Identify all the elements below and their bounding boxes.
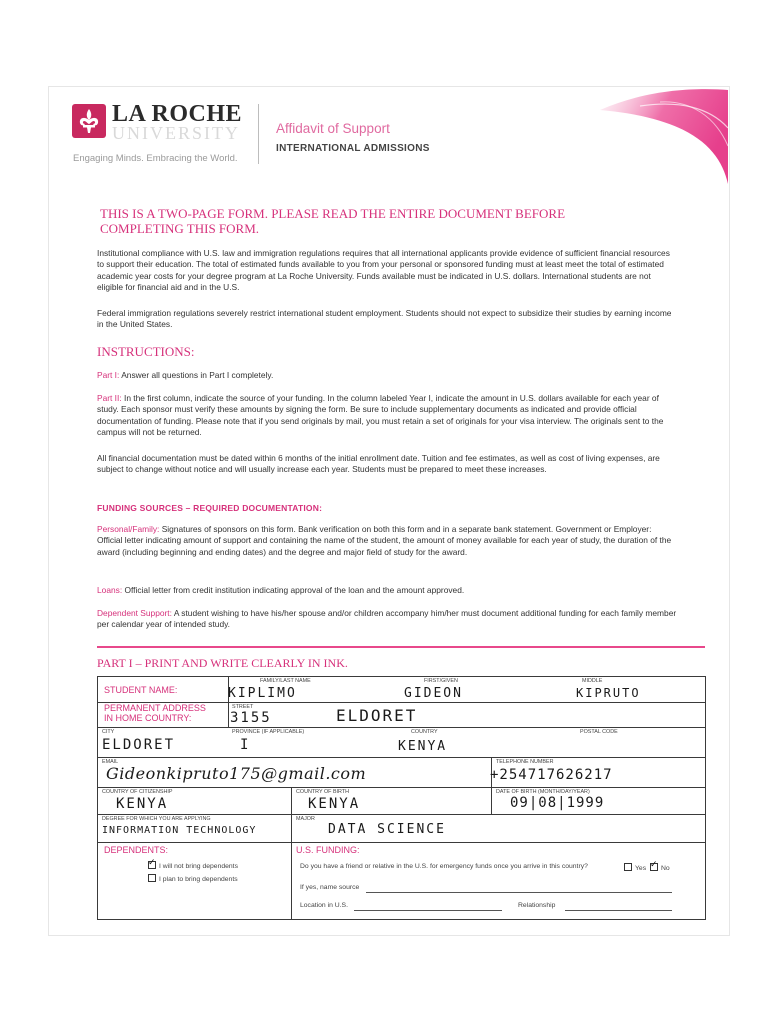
personal-text: Signatures of sponsors on this form. Bank verification on both this form and in a separate bank statement. Government or Employer: Official letter indicating amount of support and containing the name of the student, the amount of money available for each year of study, the duration of the award (including beginning and ending dates) and the degree and major field of study for the award. [97, 524, 672, 557]
country-caption: COUNTRY [411, 729, 438, 735]
part1-heading: PART I – PRINT AND WRITE CLEARLY IN INK. [97, 656, 348, 670]
funding-heading: FUNDING SOURCES – REQUIRED DOCUMENTATION: [97, 503, 323, 513]
telephone-caption: TELEPHONE NUMBER [496, 759, 554, 765]
us-funding-question: Do you have a friend or relative in the U.S. for emergency funds once you arrive in this country? [300, 863, 588, 870]
email-field[interactable]: Gideonkipruto175@gmail.com [106, 764, 367, 783]
instructions-heading: INSTRUCTIONS: [97, 344, 195, 359]
permanent-address-label: PERMANENT ADDRESS [104, 703, 206, 713]
personal-label: Personal/Family: [97, 524, 160, 534]
no-label: No [661, 865, 670, 872]
part2-text: In the first column, indicate the source of your funding. In the column labeled Year I, indicate the amount in U.S. dollars available for each year of study. Each sponsor must verify these amounts by signing the form. Be sure to include supplementary documents as indicated and provide official documentation of funding. Please note that if you send originals by mail, you must retain a set of originals for your visa interview. The originals sent to the campus will not be returned. [97, 393, 664, 438]
first-name-field[interactable]: GIDEON [404, 686, 463, 701]
street-field[interactable]: ELDORET [336, 706, 418, 725]
logo-name: LA ROCHE [112, 101, 243, 127]
email-caption: EMAIL [102, 759, 119, 765]
yes-checkbox[interactable] [624, 863, 632, 871]
logo-university: UNIVERSITY [112, 123, 240, 143]
header-divider [258, 104, 259, 164]
citizenship-caption: COUNTRY OF CITIZENSHIP [102, 789, 173, 795]
fleur-de-lis-logo-icon [72, 104, 106, 138]
part1-form [97, 676, 706, 920]
yes-option[interactable] [624, 863, 646, 872]
country-field[interactable]: KENYA [398, 739, 448, 754]
city-field[interactable]: ELDORET [102, 737, 176, 753]
province-field[interactable]: I [240, 737, 251, 753]
form-subtitle: INTERNATIONAL ADMISSIONS [276, 143, 430, 154]
loans-text: Official letter from credit institution indicating approval of the loan and the amount approved. [122, 585, 465, 595]
funding-dependent [97, 608, 677, 631]
loans-label: Loans: [97, 585, 123, 595]
name-source-line[interactable] [366, 892, 672, 893]
degree-caption: DEGREE FOR WHICH YOU ARE APPLYING [102, 816, 211, 822]
instruction-part1 [97, 370, 677, 381]
country-birth-caption: COUNTRY OF BIRTH [296, 789, 350, 795]
us-funding-label: U.S. FUNDING: [296, 845, 360, 855]
corner-swoosh-graphic [580, 88, 728, 184]
part2-label: Part II: [97, 393, 122, 403]
tagline: Engaging Minds. Embracing the World. [73, 153, 238, 164]
bring-dependents-label: I plan to bring dependents [159, 876, 238, 883]
middle-caption: MIDDLE [582, 678, 603, 684]
no-option[interactable] [650, 863, 670, 872]
part1-text: Answer all questions in Part I completely. [119, 370, 274, 380]
location-label: Location in U.S. [300, 902, 348, 909]
relationship-line[interactable] [565, 910, 672, 911]
street-caption: STREET [232, 704, 254, 710]
instruction-part2 [97, 393, 677, 439]
major-caption: MAJOR [296, 816, 315, 822]
family-name-field[interactable]: KIPLIMO [228, 686, 297, 701]
intro-paragraph-2: Federal immigration regulations severely restrict international student employment. Students should not expect to subsidize their studies by earning income in the United States. [97, 308, 672, 330]
form-title: Affidavit of Support [276, 121, 390, 136]
yes-label: Yes [635, 865, 647, 872]
funding-personal [97, 524, 677, 558]
citizenship-field[interactable]: KENYA [116, 796, 169, 812]
student-name-label: STUDENT NAME: [104, 685, 178, 695]
telephone-field[interactable]: +254717626217 [490, 767, 613, 783]
first-name-caption: FIRST/GIVEN [424, 678, 458, 684]
two-page-notice: THIS IS A TWO-PAGE FORM. PLEASE READ THE ENTIRE DOCUMENT BEFORE COMPLETING THIS FORM. [100, 206, 566, 236]
family-name-caption: FAMILY/LAST NAME [260, 678, 311, 684]
middle-name-field[interactable]: KIPRUTO [576, 686, 641, 700]
dependents-label: DEPENDENTS: [104, 845, 169, 855]
dependents-option-2[interactable] [148, 874, 238, 883]
dob-caption: DATE OF BIRTH (MONTH/DAY/YEAR) [496, 789, 590, 795]
postal-code-caption: POSTAL CODE [580, 729, 618, 735]
dependent-text: A student wishing to have his/her spouse and/or children accompany him/her must document additional funding for each family member per calendar year of intended study. [97, 608, 677, 630]
funding-loans [97, 585, 677, 596]
dependents-option-1[interactable] [148, 861, 238, 870]
no-dependents-label: I will not bring dependents [159, 863, 238, 870]
street-number-field[interactable]: 3155 [230, 710, 272, 726]
province-caption: PROVINCE (IF APPLICABLE) [232, 729, 305, 735]
dob-field[interactable]: 09|08|1999 [510, 795, 605, 811]
intro-paragraph-1: Institutional compliance with U.S. law and immigration regulations requires that all international applicants provide evidence of sufficient financial resources to support their education. The total of estimated funds available to you from your personal or sponsored funding must at least meet the total of estimated academic year costs for your degree program at La Roche University. Funds available must be indicated in U.S. dollars. International students are not eligible for financial aid and in the U.S. [97, 248, 670, 293]
bring-dependents-checkbox[interactable] [148, 874, 156, 882]
home-country-label: IN HOME COUNTRY: [104, 713, 192, 723]
instruction-paragraph-3: All financial documentation must be dated within 6 months of the initial enrollment date. Tuition and fee estimates, as well as cost of living expenses, are subject to change without notice and will usually increase each year. Students must be prepared to meet these increases. [97, 453, 660, 475]
location-line[interactable] [354, 910, 502, 911]
city-caption: CITY [102, 729, 115, 735]
section-divider [97, 646, 705, 648]
country-birth-field[interactable]: KENYA [308, 796, 361, 812]
relationship-label: Relationship [518, 902, 556, 909]
no-checkbox[interactable] [650, 863, 658, 871]
no-dependents-checkbox[interactable] [148, 861, 156, 869]
degree-field[interactable]: INFORMATION TECHNOLOGY [102, 825, 257, 836]
name-source-label: If yes, name source [300, 884, 360, 891]
major-field[interactable]: DATA SCIENCE [328, 822, 446, 837]
part1-label: Part I: [97, 370, 120, 380]
dependent-label: Dependent Support: [97, 608, 172, 618]
